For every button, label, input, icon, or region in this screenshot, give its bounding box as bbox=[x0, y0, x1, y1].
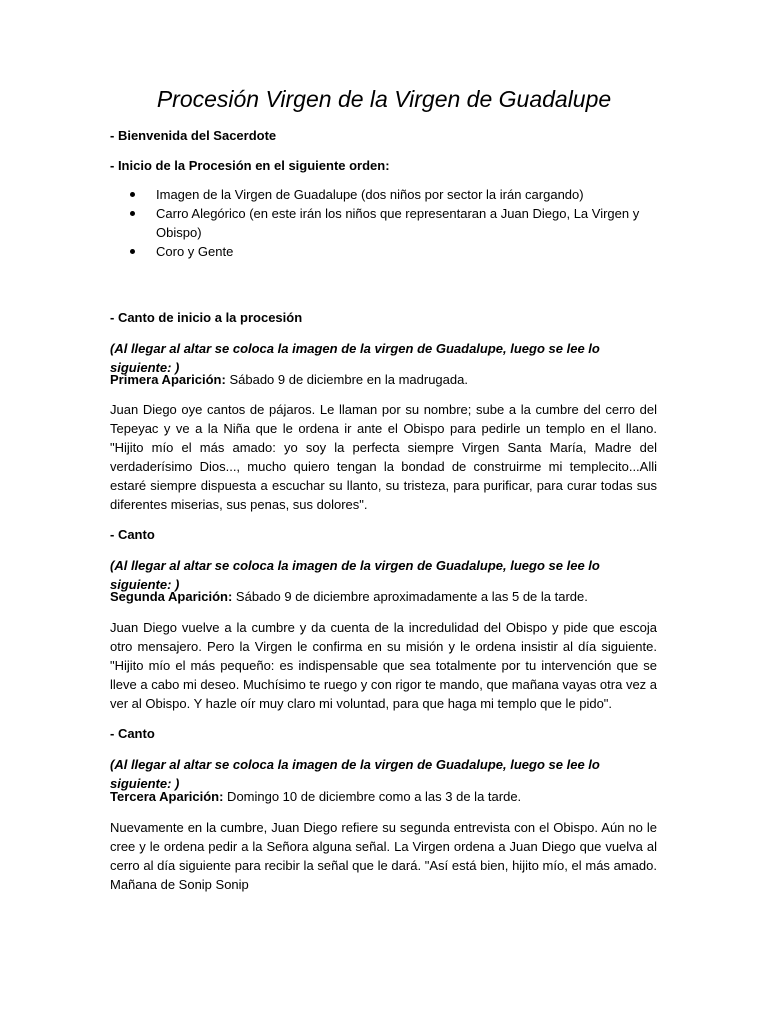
section-heading-text: Sábado 9 de diciembre en la madrugada. bbox=[225, 372, 468, 387]
instruction-line: (Al llegar al altar se coloca la imagen de la virgen de Guadalupe, luego se lee lo siguiente: ) bbox=[110, 558, 600, 592]
opening-song-line: - Canto de inicio a la procesión bbox=[110, 310, 303, 325]
list-item-text: Imagen de la Virgen de Guadalupe (dos niños por sector la irán cargando) bbox=[156, 187, 584, 202]
welcome-line: - Bienvenida del Sacerdote bbox=[110, 128, 277, 143]
section-body: Juan Diego oye cantos de pájaros. Le llaman por su nombre; sube a la cumbre del cerro del Tepeyac y ve a la Niña que le ordena ir ante el Obispo para pedirle un templo en el llano. "Hijito mío el más amado: yo soy la perfecta siempre Virgen Santa María, Madre del verdaderísimo Dios..., mucho quiero tengan la bondad de construirme mi templecito...Alli estaré siempre dispuesta a escuchar su llanto, su tristeza, para purificar, para curar todas sus diferentes miserias, sus penas, sus dolores". bbox=[110, 402, 657, 512]
list-item-text: Coro y Gente bbox=[156, 244, 234, 259]
section-heading-text: Sábado 9 de diciembre aproximadamente a las 5 de la tarde. bbox=[232, 589, 588, 604]
list-item bbox=[110, 204, 657, 242]
procession-order-list bbox=[110, 185, 657, 261]
section-heading-label: Primera Aparición: bbox=[110, 372, 226, 387]
song-line: - Canto bbox=[110, 726, 155, 741]
section-heading-label: Segunda Aparición: bbox=[110, 589, 233, 604]
section-heading-text: Domingo 10 de diciembre como a las 3 de la tarde. bbox=[223, 789, 522, 804]
list-item bbox=[110, 185, 657, 204]
section-body: Juan Diego vuelve a la cumbre y da cuenta de la incredulidad del Obispo y pide que escoja otro mensajero. Pero la Virgen le confirma en su misión y le ordena insistir al día siguiente. "Hijito mío el más pequeño: es indispensable que sea totalmente por tu intervención que se lleve a cabo mi deseo. Muchísimo te ruego y con rigor te mando, que mañana vayas otra vez a ver al Obispo. Y hazle oír muy claro mi voluntad, para que haga mi templo que le pido". bbox=[110, 620, 658, 711]
section-body: Nuevamente en la cumbre, Juan Diego refiere su segunda entrevista con el Obispo. Aún no le cree y le ordena pedir a la Señora alguna señal. La Virgen ordena a Juan Diego que vuelva al cerro al día siguiente para recibir la señal que le dará. "Así está bien, hijito mío, el más amado. Mañana de Sonip Sonip bbox=[110, 820, 657, 892]
bullet-icon bbox=[130, 192, 135, 197]
list-item-text: Carro Alegórico (en este irán los niños que representaran a Juan Diego, La Virgen y Obispo) bbox=[156, 206, 640, 240]
song-line: - Canto bbox=[110, 527, 155, 542]
procession-start-line: - Inicio de la Procesión en el siguiente orden: bbox=[110, 158, 390, 173]
section-heading bbox=[110, 370, 657, 389]
list-item bbox=[110, 242, 657, 261]
instruction-line: (Al llegar al altar se coloca la imagen de la virgen de Guadalupe, luego se lee lo siguiente: ) bbox=[110, 341, 600, 375]
bullet-icon bbox=[130, 211, 135, 216]
section-heading-label: Tercera Aparición: bbox=[110, 789, 224, 804]
page-title: Procesión Virgen de la Virgen de Guadalupe bbox=[156, 86, 612, 112]
section-heading bbox=[110, 587, 657, 606]
instruction-line: (Al llegar al altar se coloca la imagen de la virgen de Guadalupe, luego se lee lo siguiente: ) bbox=[110, 757, 600, 791]
section-heading bbox=[110, 787, 657, 806]
bullet-icon bbox=[130, 249, 135, 254]
